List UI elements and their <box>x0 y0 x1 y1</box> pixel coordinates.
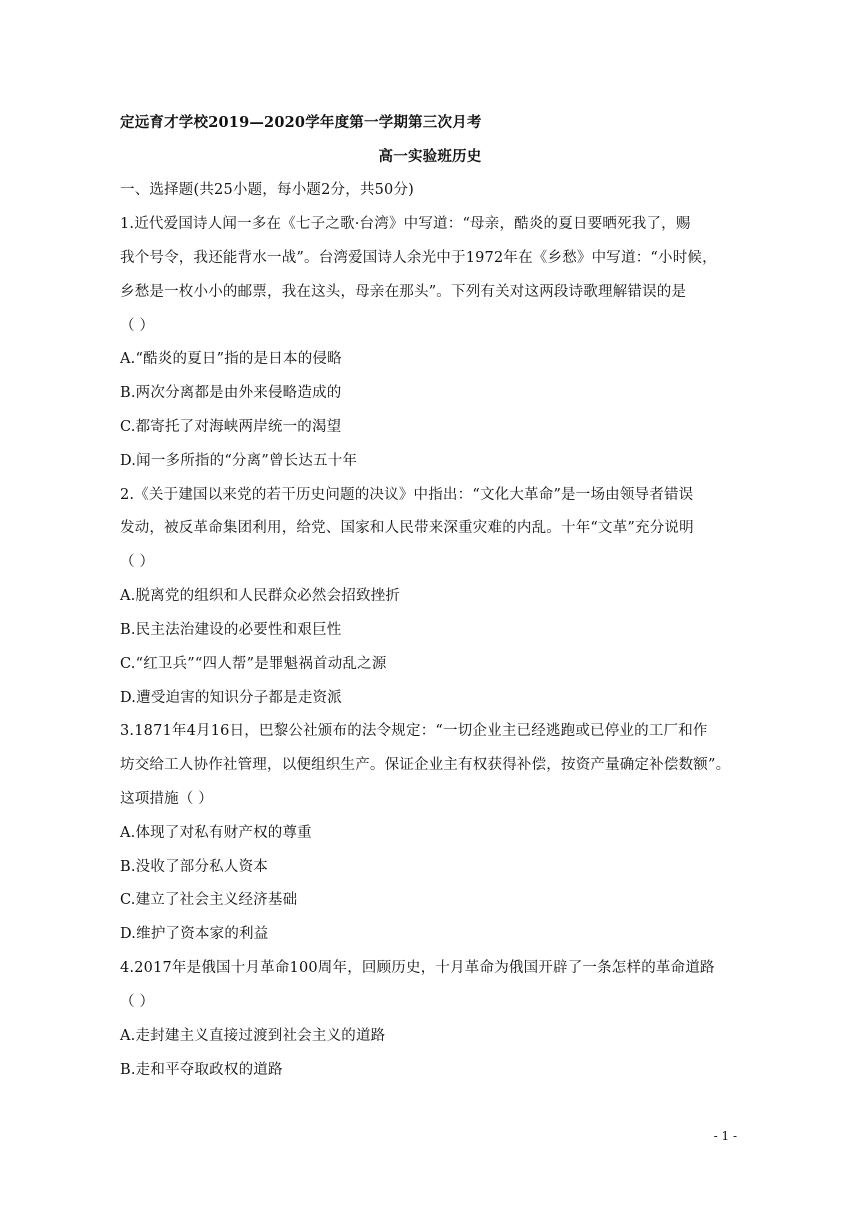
subject-title: 高一实验班历史 <box>378 148 482 165</box>
question-1-line-3: 乡愁是一枚小小的邮票，我在这头，母亲在那头”。下列有关对这两段诗歌理解错误的是 <box>120 284 687 300</box>
page-number: - 1 - <box>713 1129 737 1143</box>
question-3-line-3: 这项措施（ ） <box>120 791 214 807</box>
question-1-option-b: B.两次分离都是由外来侵略造成的 <box>120 385 342 401</box>
question-1-answer-blank: （ ） <box>120 318 155 334</box>
question-4-answer-blank: （ ） <box>120 994 155 1010</box>
question-2-answer-blank: （ ） <box>120 554 155 570</box>
question-3-option-c: C.建立了社会主义经济基础 <box>120 892 298 908</box>
question-3-option-a: A.体现了对私有财产权的尊重 <box>120 825 312 841</box>
question-4-option-a: A.走封建主义直接过渡到社会主义的道路 <box>120 1028 386 1044</box>
question-1-option-c: C.都寄托了对海峡两岸统一的渴望 <box>120 419 342 435</box>
question-2-option-a: A.脱离党的组织和人民群众必然会招致挫折 <box>120 588 401 604</box>
question-3-line-1: 3.1871年4月16日，巴黎公社颁布的法令规定：“一切企业主已经逃跑或已停业的工厂和作 <box>120 723 708 739</box>
question-3-option-b: B.没收了部分私人资本 <box>120 859 268 875</box>
question-1-line-2: 我个号令，我还能背水一战”。台湾爱国诗人余光中于1972年在《乡愁》中写道：“小时候， <box>120 250 717 266</box>
question-2-option-d: D.遭受迫害的知识分子都是走资派 <box>120 690 342 706</box>
question-4-line-1: 4.2017年是俄国十月革命100周年，回顾历史，十月革命为俄国开辟了一条怎样的革命道路 <box>120 960 715 976</box>
question-2-line-2: 发动，被反革命集团利用，给党、国家和人民带来深重灾难的内乱。十年“文革”充分说明 <box>120 520 694 536</box>
question-3-line-2: 坊交给工人协作社管理，以便组织生产。保证企业主有权获得补偿，按资产量确定补偿数额”。 <box>120 757 731 773</box>
question-3-option-d: D.维护了资本家的利益 <box>120 926 269 942</box>
question-2-option-c: C.“红卫兵”“四人帮”是罪魁祸首动乱之源 <box>120 656 387 672</box>
question-2-option-b: B.民主法治建设的必要性和艰巨性 <box>120 622 342 638</box>
school-exam-title: 定远育才学校2019—2020学年度第一学期第三次月考 <box>120 114 482 131</box>
question-1-option-a: A.“酷炎的夏日”指的是日本的侵略 <box>120 351 342 367</box>
question-1-option-d: D.闻一多所指的“分离”曾长达五十年 <box>120 453 358 469</box>
question-1-line-1: 1.近代爱国诗人闻一多在《七子之歌·台湾》中写道：“母亲，酷炎的夏日要晒死我了，赐 <box>120 216 691 232</box>
question-4-option-b: B.走和平夺取政权的道路 <box>120 1062 283 1078</box>
section-heading: 一、选择题(共25小题，每小题2分，共50分) <box>120 182 415 198</box>
question-2-line-1: 2.《关于建国以来党的若干历史问题的决议》中指出：“文化大革命”是一场由领导者错误 <box>120 487 694 503</box>
